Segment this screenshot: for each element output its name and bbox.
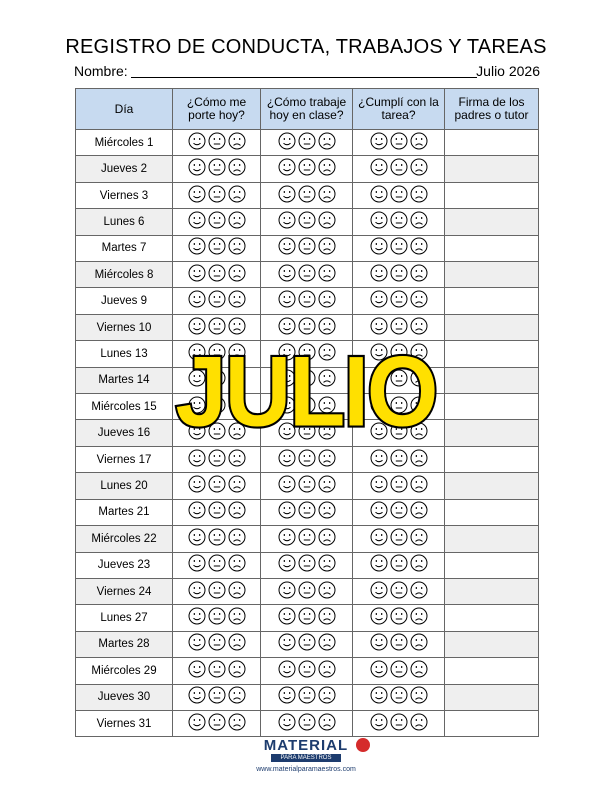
day-cell: Miércoles 29: [76, 658, 173, 684]
neutral-face-icon[interactable]: [298, 185, 316, 207]
happy-face-icon[interactable]: [370, 264, 388, 286]
classwork-faces: [261, 684, 353, 710]
classwork-faces: [261, 605, 353, 631]
classwork-faces: [261, 499, 353, 525]
sad-face-icon[interactable]: [318, 475, 336, 497]
happy-face-icon[interactable]: [370, 290, 388, 312]
happy-face-icon[interactable]: [188, 158, 206, 180]
happy-face-icon[interactable]: [370, 211, 388, 233]
table-row: [76, 499, 539, 525]
day-cell: Miércoles 15: [76, 394, 173, 420]
day-cell: Lunes 6: [76, 209, 173, 235]
day-cell: Viernes 31: [76, 710, 173, 736]
day-cell: Jueves 9: [76, 288, 173, 314]
sad-face-icon[interactable]: [410, 528, 428, 550]
day-cell: Miércoles 8: [76, 262, 173, 288]
sad-face-icon[interactable]: [410, 264, 428, 286]
happy-face-icon[interactable]: [278, 633, 296, 655]
happy-face-icon[interactable]: [278, 158, 296, 180]
signature-cell[interactable]: [445, 209, 539, 235]
neutral-face-icon[interactable]: [208, 290, 226, 312]
homework-faces: [353, 499, 445, 525]
neutral-face-icon[interactable]: [208, 475, 226, 497]
happy-face-icon[interactable]: [278, 264, 296, 286]
homework-faces: [353, 631, 445, 657]
happy-face-icon[interactable]: [188, 660, 206, 682]
neutral-face-icon[interactable]: [208, 264, 226, 286]
day-cell: Lunes 20: [76, 473, 173, 499]
sad-face-icon[interactable]: [228, 185, 246, 207]
behavior-faces: [173, 499, 261, 525]
behavior-faces: [173, 578, 261, 604]
happy-face-icon[interactable]: [188, 237, 206, 259]
sad-face-icon[interactable]: [410, 290, 428, 312]
classwork-faces: [261, 130, 353, 156]
happy-face-icon[interactable]: [370, 449, 388, 471]
signature-cell[interactable]: [445, 262, 539, 288]
day-cell: Miércoles 1: [76, 130, 173, 156]
sad-face-icon[interactable]: [228, 581, 246, 603]
neutral-face-icon[interactable]: [208, 132, 226, 154]
behavior-faces: [173, 605, 261, 631]
happy-face-icon[interactable]: [370, 501, 388, 523]
homework-faces: [353, 446, 445, 472]
neutral-face-icon[interactable]: [390, 290, 408, 312]
happy-face-icon[interactable]: [278, 290, 296, 312]
homework-faces: [353, 288, 445, 314]
day-cell: Viernes 17: [76, 446, 173, 472]
behavior-faces: [173, 684, 261, 710]
behavior-faces: [173, 526, 261, 552]
column-header-signature: Firma de los padres o tutor: [445, 89, 539, 130]
table-row: [76, 526, 539, 552]
month-year: Julio 2026: [476, 63, 540, 79]
behavior-faces: [173, 156, 261, 182]
neutral-face-icon[interactable]: [208, 713, 226, 735]
day-cell: Martes 7: [76, 235, 173, 261]
happy-face-icon[interactable]: [188, 554, 206, 576]
neutral-face-icon[interactable]: [390, 449, 408, 471]
column-header-homework: ¿Cumplí con la tarea?: [353, 89, 445, 130]
neutral-face-icon[interactable]: [390, 713, 408, 735]
happy-face-icon[interactable]: [188, 475, 206, 497]
behavior-faces: [173, 130, 261, 156]
homework-faces: [353, 526, 445, 552]
day-cell: Viernes 3: [76, 182, 173, 208]
happy-face-icon[interactable]: [370, 581, 388, 603]
sad-face-icon[interactable]: [228, 475, 246, 497]
sad-face-icon[interactable]: [228, 290, 246, 312]
sad-face-icon[interactable]: [228, 211, 246, 233]
neutral-face-icon[interactable]: [390, 686, 408, 708]
happy-face-icon[interactable]: [188, 713, 206, 735]
happy-face-icon[interactable]: [370, 158, 388, 180]
sad-face-icon[interactable]: [318, 211, 336, 233]
neutral-face-icon[interactable]: [208, 237, 226, 259]
sad-face-icon[interactable]: [410, 211, 428, 233]
footer-url[interactable]: www.materialparamaestros.com: [256, 766, 356, 773]
neutral-face-icon[interactable]: [208, 185, 226, 207]
happy-face-icon[interactable]: [278, 528, 296, 550]
sad-face-icon[interactable]: [410, 607, 428, 629]
table-row: [76, 446, 539, 472]
table-row: [76, 710, 539, 736]
day-cell: Jueves 30: [76, 684, 173, 710]
sad-face-icon[interactable]: [228, 158, 246, 180]
homework-faces: [353, 710, 445, 736]
table-row: [76, 684, 539, 710]
neutral-face-icon[interactable]: [298, 660, 316, 682]
behavior-faces: [173, 473, 261, 499]
sad-face-icon[interactable]: [410, 633, 428, 655]
sad-face-icon[interactable]: [410, 581, 428, 603]
behavior-faces: [173, 182, 261, 208]
homework-faces: [353, 262, 445, 288]
classwork-faces: [261, 658, 353, 684]
table-row: [76, 658, 539, 684]
sad-face-icon[interactable]: [228, 132, 246, 154]
day-cell: Martes 28: [76, 631, 173, 657]
table-row: [76, 288, 539, 314]
happy-face-icon[interactable]: [188, 528, 206, 550]
day-cell: Viernes 24: [76, 578, 173, 604]
neutral-face-icon[interactable]: [298, 132, 316, 154]
sad-face-icon[interactable]: [318, 264, 336, 286]
happy-face-icon[interactable]: [370, 686, 388, 708]
homework-faces: [353, 130, 445, 156]
sad-face-icon[interactable]: [410, 132, 428, 154]
happy-face-icon[interactable]: [278, 211, 296, 233]
happy-face-icon[interactable]: [188, 607, 206, 629]
day-cell: Martes 14: [76, 367, 173, 393]
sad-face-icon[interactable]: [228, 237, 246, 259]
happy-face-icon[interactable]: [370, 660, 388, 682]
neutral-face-icon[interactable]: [390, 475, 408, 497]
footer: [0, 738, 612, 773]
neutral-face-icon[interactable]: [298, 158, 316, 180]
sad-face-icon[interactable]: [410, 158, 428, 180]
neutral-face-icon[interactable]: [208, 660, 226, 682]
behavior-faces: [173, 710, 261, 736]
month-watermark: JULIO: [175, 336, 437, 448]
sad-face-icon[interactable]: [410, 475, 428, 497]
sad-face-icon[interactable]: [228, 528, 246, 550]
signature-cell[interactable]: [445, 473, 539, 499]
neutral-face-icon[interactable]: [208, 554, 226, 576]
page-title: REGISTRO DE CONDUCTA, TRABAJOS Y TAREAS: [65, 36, 547, 58]
neutral-face-icon[interactable]: [208, 528, 226, 550]
day-cell: Jueves 23: [76, 552, 173, 578]
homework-faces: [353, 684, 445, 710]
neutral-face-icon[interactable]: [208, 501, 226, 523]
happy-face-icon[interactable]: [188, 581, 206, 603]
behavior-faces: [173, 552, 261, 578]
sad-face-icon[interactable]: [318, 581, 336, 603]
classwork-faces: [261, 288, 353, 314]
table-row: [76, 262, 539, 288]
neutral-face-icon[interactable]: [390, 607, 408, 629]
happy-face-icon[interactable]: [188, 501, 206, 523]
sad-face-icon[interactable]: [318, 633, 336, 655]
column-header-behavior: ¿Cómo me porte hoy?: [173, 89, 261, 130]
day-cell: Viernes 10: [76, 314, 173, 340]
sad-face-icon[interactable]: [410, 501, 428, 523]
happy-face-icon[interactable]: [188, 132, 206, 154]
neutral-face-icon[interactable]: [298, 501, 316, 523]
neutral-face-icon[interactable]: [390, 132, 408, 154]
neutral-face-icon[interactable]: [390, 501, 408, 523]
sad-face-icon[interactable]: [228, 607, 246, 629]
happy-face-icon[interactable]: [278, 607, 296, 629]
signature-cell[interactable]: [445, 235, 539, 261]
homework-faces: [353, 473, 445, 499]
happy-face-icon[interactable]: [188, 633, 206, 655]
neutral-face-icon[interactable]: [298, 475, 316, 497]
neutral-face-icon[interactable]: [208, 158, 226, 180]
sad-face-icon[interactable]: [410, 449, 428, 471]
day-cell: Miércoles 22: [76, 526, 173, 552]
day-cell: Lunes 27: [76, 605, 173, 631]
behavior-faces: [173, 288, 261, 314]
sad-face-icon[interactable]: [410, 660, 428, 682]
happy-face-icon[interactable]: [188, 449, 206, 471]
signature-cell[interactable]: [445, 182, 539, 208]
table-row: [76, 578, 539, 604]
neutral-face-icon[interactable]: [298, 237, 316, 259]
sad-face-icon[interactable]: [410, 185, 428, 207]
table-row: [76, 156, 539, 182]
homework-faces: [353, 578, 445, 604]
brand-logo: [256, 738, 356, 764]
behavior-faces: [173, 631, 261, 657]
sad-face-icon[interactable]: [410, 237, 428, 259]
happy-face-icon[interactable]: [188, 211, 206, 233]
neutral-face-icon[interactable]: [298, 581, 316, 603]
sad-face-icon[interactable]: [318, 132, 336, 154]
neutral-face-icon[interactable]: [298, 713, 316, 735]
classwork-faces: [261, 262, 353, 288]
classwork-faces: [261, 182, 353, 208]
day-cell: Lunes 13: [76, 341, 173, 367]
neutral-face-icon[interactable]: [298, 211, 316, 233]
table-row: [76, 552, 539, 578]
happy-face-icon[interactable]: [188, 290, 206, 312]
happy-face-icon[interactable]: [278, 686, 296, 708]
classwork-faces: [261, 631, 353, 657]
neutral-face-icon[interactable]: [390, 158, 408, 180]
happy-face-icon[interactable]: [278, 185, 296, 207]
neutral-face-icon[interactable]: [298, 290, 316, 312]
neutral-face-icon[interactable]: [208, 686, 226, 708]
apple-icon: [356, 738, 370, 752]
happy-face-icon[interactable]: [278, 713, 296, 735]
happy-face-icon[interactable]: [278, 554, 296, 576]
behavior-faces: [173, 262, 261, 288]
name-field-line[interactable]: [131, 77, 477, 78]
neutral-face-icon[interactable]: [298, 554, 316, 576]
table-row: [76, 473, 539, 499]
happy-face-icon[interactable]: [278, 237, 296, 259]
sad-face-icon[interactable]: [410, 686, 428, 708]
happy-face-icon[interactable]: [278, 449, 296, 471]
signature-cell[interactable]: [445, 658, 539, 684]
column-header-classwork: ¿Cómo trabaje hoy en clase?: [261, 89, 353, 130]
table-row: [76, 235, 539, 261]
neutral-face-icon[interactable]: [208, 449, 226, 471]
neutral-face-icon[interactable]: [298, 528, 316, 550]
sad-face-icon[interactable]: [318, 449, 336, 471]
sad-face-icon[interactable]: [228, 686, 246, 708]
sad-face-icon[interactable]: [228, 660, 246, 682]
signature-cell[interactable]: [445, 288, 539, 314]
neutral-face-icon[interactable]: [390, 211, 408, 233]
happy-face-icon[interactable]: [370, 528, 388, 550]
happy-face-icon[interactable]: [370, 237, 388, 259]
classwork-faces: [261, 156, 353, 182]
happy-face-icon[interactable]: [370, 633, 388, 655]
happy-face-icon[interactable]: [370, 554, 388, 576]
column-header-day: Día: [76, 89, 173, 130]
signature-cell[interactable]: [445, 578, 539, 604]
sad-face-icon[interactable]: [228, 501, 246, 523]
day-cell: Martes 21: [76, 499, 173, 525]
neutral-face-icon[interactable]: [298, 633, 316, 655]
happy-face-icon[interactable]: [188, 686, 206, 708]
neutral-face-icon[interactable]: [298, 264, 316, 286]
signature-cell[interactable]: [445, 156, 539, 182]
brand-name: MATERIAL: [263, 737, 349, 754]
signature-cell[interactable]: [445, 446, 539, 472]
sad-face-icon[interactable]: [318, 158, 336, 180]
happy-face-icon[interactable]: [188, 264, 206, 286]
neutral-face-icon[interactable]: [390, 528, 408, 550]
homework-faces: [353, 156, 445, 182]
behavior-faces: [173, 658, 261, 684]
classwork-faces: [261, 526, 353, 552]
neutral-face-icon[interactable]: [390, 554, 408, 576]
classwork-faces: [261, 235, 353, 261]
name-label: Nombre:: [74, 63, 128, 79]
homework-faces: [353, 209, 445, 235]
signature-cell[interactable]: [445, 710, 539, 736]
table-row: [76, 605, 539, 631]
neutral-face-icon[interactable]: [390, 237, 408, 259]
signature-cell[interactable]: [445, 631, 539, 657]
neutral-face-icon[interactable]: [208, 211, 226, 233]
neutral-face-icon[interactable]: [298, 449, 316, 471]
homework-faces: [353, 658, 445, 684]
sad-face-icon[interactable]: [228, 554, 246, 576]
happy-face-icon[interactable]: [278, 475, 296, 497]
neutral-face-icon[interactable]: [390, 185, 408, 207]
happy-face-icon[interactable]: [278, 132, 296, 154]
classwork-faces: [261, 473, 353, 499]
sad-face-icon[interactable]: [318, 660, 336, 682]
signature-cell[interactable]: [445, 526, 539, 552]
table-header-row: [76, 89, 539, 130]
neutral-face-icon[interactable]: [390, 581, 408, 603]
sad-face-icon[interactable]: [318, 237, 336, 259]
sad-face-icon[interactable]: [228, 449, 246, 471]
sad-face-icon[interactable]: [318, 607, 336, 629]
sad-face-icon[interactable]: [318, 554, 336, 576]
happy-face-icon[interactable]: [278, 581, 296, 603]
happy-face-icon[interactable]: [278, 501, 296, 523]
table-row: [76, 182, 539, 208]
happy-face-icon[interactable]: [370, 475, 388, 497]
classwork-faces: [261, 578, 353, 604]
signature-cell[interactable]: [445, 499, 539, 525]
sad-face-icon[interactable]: [410, 713, 428, 735]
behavior-faces: [173, 446, 261, 472]
day-cell: Jueves 16: [76, 420, 173, 446]
classwork-faces: [261, 209, 353, 235]
brand-subtitle: PARA MAESTROS: [271, 754, 341, 762]
table-row: [76, 130, 539, 156]
sad-face-icon[interactable]: [318, 713, 336, 735]
sad-face-icon[interactable]: [228, 264, 246, 286]
classwork-faces: [261, 710, 353, 736]
table-row: [76, 209, 539, 235]
happy-face-icon[interactable]: [370, 607, 388, 629]
neutral-face-icon[interactable]: [298, 686, 316, 708]
neutral-face-icon[interactable]: [390, 633, 408, 655]
name-row: [74, 63, 540, 81]
signature-cell[interactable]: [445, 605, 539, 631]
sad-face-icon[interactable]: [410, 554, 428, 576]
behavior-faces: [173, 209, 261, 235]
happy-face-icon[interactable]: [370, 185, 388, 207]
homework-faces: [353, 552, 445, 578]
neutral-face-icon[interactable]: [208, 581, 226, 603]
homework-faces: [353, 605, 445, 631]
signature-cell[interactable]: [445, 552, 539, 578]
happy-face-icon[interactable]: [278, 660, 296, 682]
day-cell: Jueves 2: [76, 156, 173, 182]
signature-cell[interactable]: [445, 130, 539, 156]
happy-face-icon[interactable]: [188, 185, 206, 207]
sad-face-icon[interactable]: [318, 686, 336, 708]
behavior-faces: [173, 235, 261, 261]
neutral-face-icon[interactable]: [390, 660, 408, 682]
sad-face-icon[interactable]: [228, 633, 246, 655]
happy-face-icon[interactable]: [370, 132, 388, 154]
happy-face-icon[interactable]: [370, 713, 388, 735]
sad-face-icon[interactable]: [318, 501, 336, 523]
signature-cell[interactable]: [445, 684, 539, 710]
sad-face-icon[interactable]: [318, 528, 336, 550]
classwork-faces: [261, 552, 353, 578]
neutral-face-icon[interactable]: [208, 607, 226, 629]
sad-face-icon[interactable]: [318, 290, 336, 312]
homework-faces: [353, 235, 445, 261]
neutral-face-icon[interactable]: [208, 633, 226, 655]
neutral-face-icon[interactable]: [390, 264, 408, 286]
classwork-faces: [261, 446, 353, 472]
sad-face-icon[interactable]: [318, 185, 336, 207]
homework-faces: [353, 182, 445, 208]
sad-face-icon[interactable]: [228, 713, 246, 735]
neutral-face-icon[interactable]: [298, 607, 316, 629]
table-row: [76, 631, 539, 657]
